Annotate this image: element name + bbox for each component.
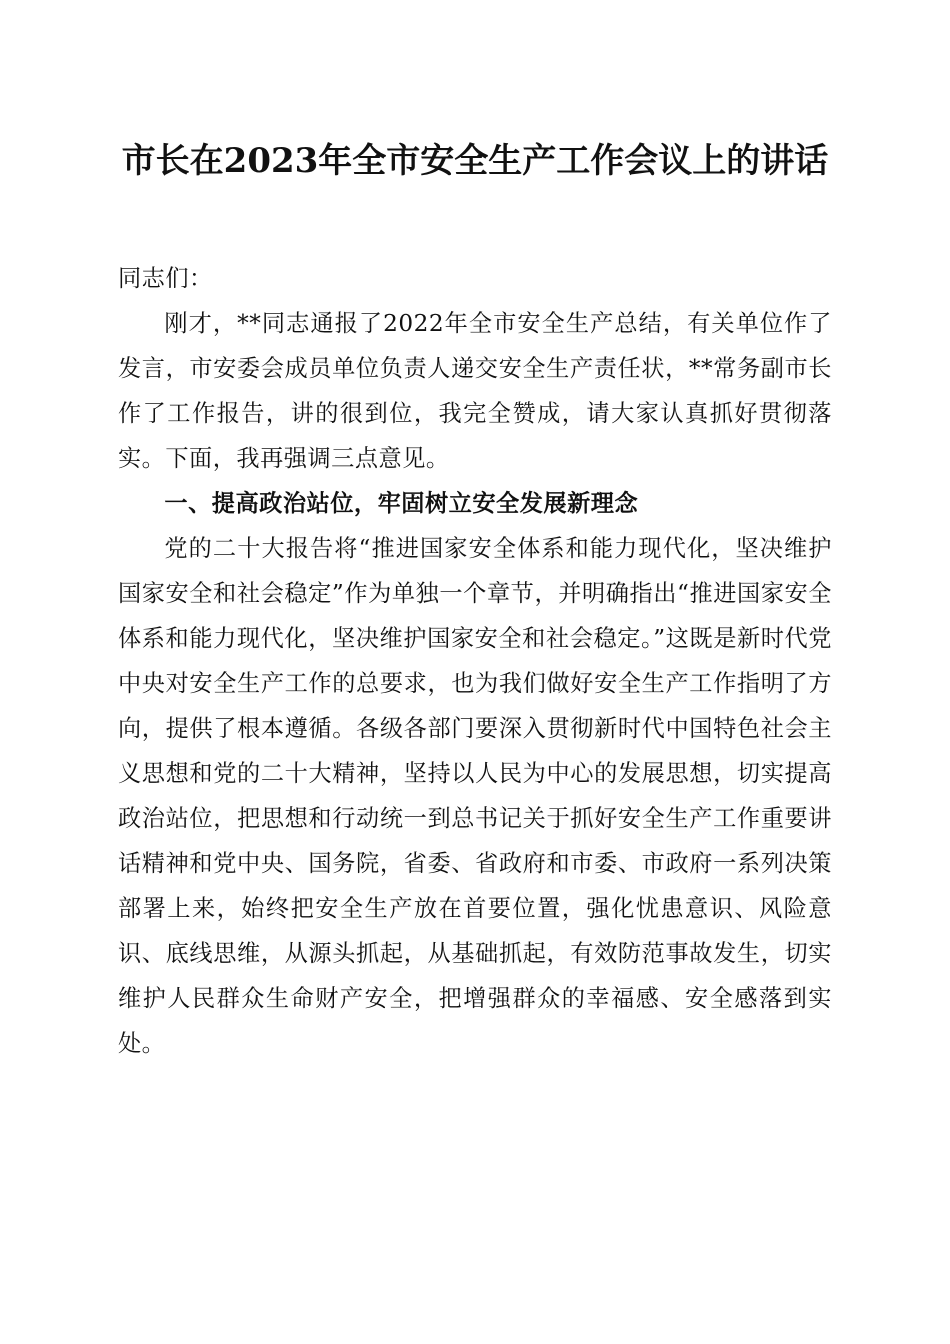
paragraph-section-1: 党的二十大报告将“推进国家安全体系和能力现代化，坚决维护国家安全和社会稳定”作为单独一个章节，并明确指出“推进国家安全体系和能力现代化，坚决维护国家安全和社会稳定。”这既是新时代党中央对安全生产工作的总要求，也为我们做好安全生产工作指明了方向，提供了根本遵循。各级各部门要深入贯彻新时代中国特色社会主义思想和党的二十大精神，坚持以人民为中心的发展思想，切实提高政治站位，把思想和行动统一到总书记关于抓好安全生产工作重要讲话精神和党中央、国务院，省委、省政府和市委、市政府一系列决策部署上来，始终把安全生产放在首要位置，强化忧患意识、风险意识、底线思维，从源头抓起，从基础抓起，有效防范事故发生，切实维护人民群众生命财产安全，把增强群众的幸福感、安全感落到实处。 [118,535,832,1057]
salutation: 同志们： [118,265,213,292]
paragraph-intro: 刚才，**同志通报了2022年全市安全生产总结，有关单位作了发言，市安委会成员单位负责人递交安全生产责任状，**常务副市长作了工作报告，讲的很到位，我完全赞成，请大家认真抓好贯彻落实。下面，我再强调三点意见。 [118,310,832,472]
document-body [118,256,832,1066]
section-heading-1: 一、提高政治站位，牢固树立安全发展新理念 [164,490,639,517]
document-title: 市长在2023年全市安全生产工作会议上的讲话 [121,141,829,181]
